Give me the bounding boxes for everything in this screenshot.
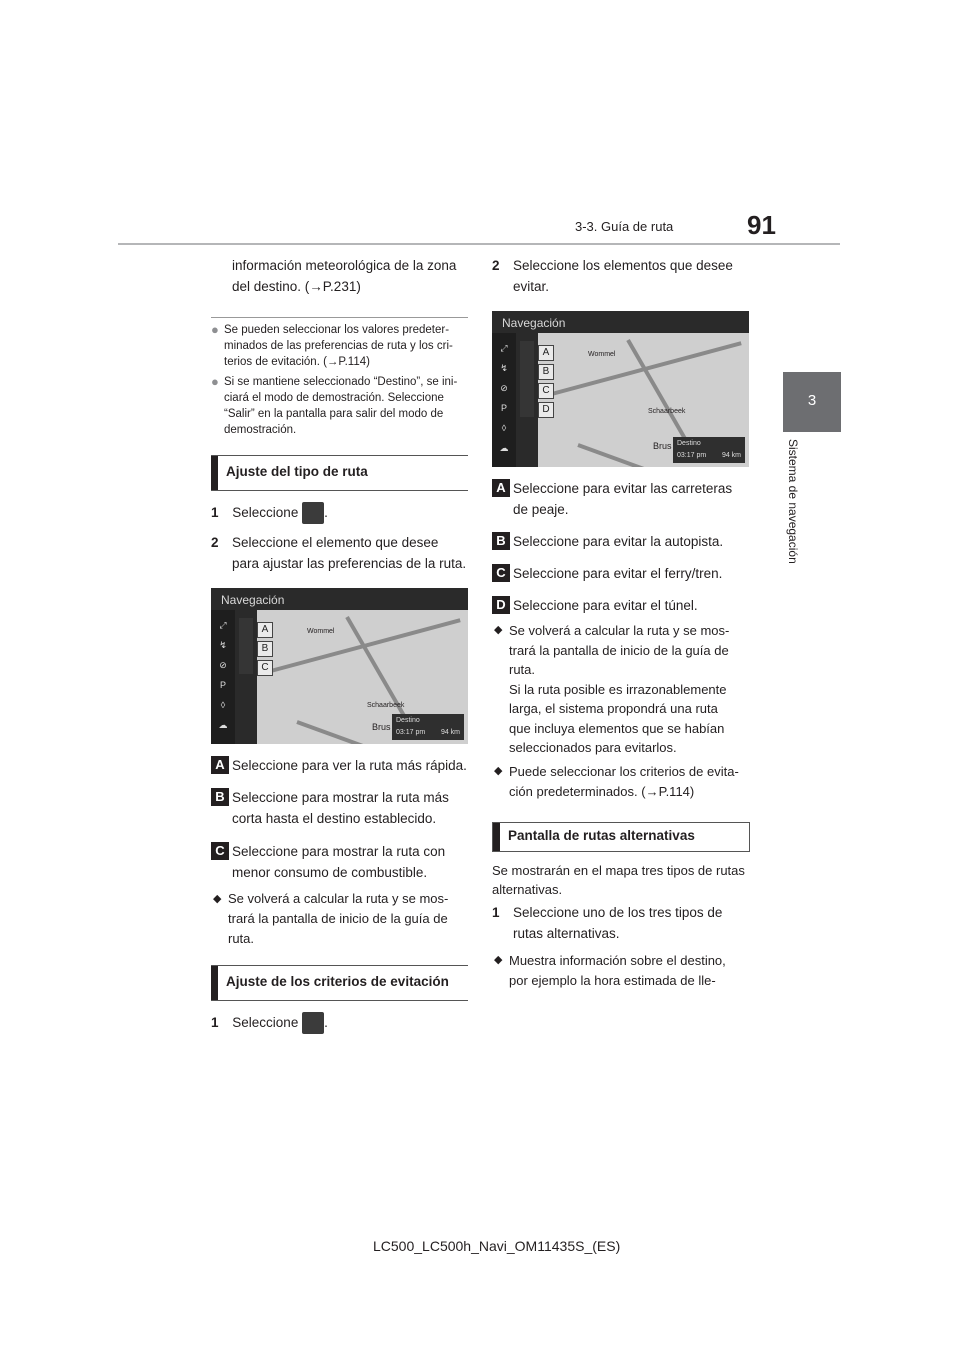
item-b-motorway: B Seleccione para evitar la autopista. bbox=[492, 531, 752, 552]
expand-icon: ⤢ bbox=[500, 343, 508, 353]
intro-text: información meteorológica de la zona del destino. (→P.231) bbox=[232, 258, 457, 294]
weather-icon: ☁ bbox=[499, 443, 509, 453]
map-view: Wommel Schaarbeek Brus bbox=[257, 610, 468, 744]
item-a-fastest: A Seleccione para ver la ruta más rápida. bbox=[211, 755, 471, 776]
destination-panel: Destino 03:17 pm 94 km bbox=[392, 714, 464, 740]
navigation-screen-avoidance bbox=[492, 311, 749, 467]
step-select-alt-route: 1 Seleccione uno de los tres tipos de rutas alternativas. bbox=[492, 905, 723, 941]
section-marker bbox=[211, 966, 218, 1000]
expand-icon: ⤢ bbox=[219, 620, 227, 630]
chapter-label: Sistema de navegación bbox=[786, 439, 800, 564]
route-options-column bbox=[239, 618, 253, 674]
step-select-element: 2 Seleccione el elemento que desee para ajustar las preferencias de la ruta. bbox=[211, 535, 467, 571]
item-c-ferry: C Seleccione para evitar el ferry/tren. bbox=[492, 563, 752, 584]
badge-b: B bbox=[492, 532, 510, 550]
section-avoidance bbox=[211, 965, 468, 1001]
section-title: Ajuste del tipo de ruta bbox=[226, 464, 368, 479]
item-a-toll: A Seleccione para evitar las carreteras de peaje. bbox=[492, 478, 752, 520]
bullet-dot-icon: ● bbox=[211, 322, 219, 337]
avoid-icon bbox=[302, 1012, 324, 1034]
callout-a: A bbox=[538, 345, 554, 361]
bullet-recalculate: ◆ Se volverá a calcular la ruta y se mos- trará la pantalla de inicio de la guía de ruta. bbox=[213, 891, 449, 946]
diamond-bullet-icon: ◆ bbox=[494, 954, 503, 966]
callout-c: C bbox=[538, 383, 554, 399]
bullet-default-criteria: ◆ Puede seleccionar los criterios de evita- ción predeterminados. (→P.114) bbox=[494, 764, 739, 799]
step-select-avoid-items: 2 Seleccione los elementos que desee evitar. bbox=[492, 258, 733, 294]
section-route-type bbox=[211, 455, 468, 491]
navigation-screen-route-type bbox=[211, 588, 468, 744]
item-b-shortest: B Seleccione para mostrar la ruta más corta hasta el destino establecido. bbox=[211, 787, 471, 829]
map-view: Wommel Schaarbeek Brus bbox=[538, 333, 749, 467]
callout-a: A bbox=[257, 622, 273, 638]
step-select-route-icon: 1 Seleccione . bbox=[211, 502, 328, 524]
route-icon: ↯ bbox=[500, 363, 508, 373]
diamond-bullet-icon: ◆ bbox=[494, 624, 503, 636]
section-header: 3-3. Guía de ruta bbox=[575, 219, 674, 234]
callout-b: B bbox=[538, 364, 554, 380]
parking-icon: P bbox=[500, 403, 507, 413]
badge-c: C bbox=[492, 564, 510, 582]
callout-b: B bbox=[257, 641, 273, 657]
bullet-destination-info: ◆ Muestra información sobre el destino, por ejemplo la hora estimada de lle- bbox=[494, 953, 726, 988]
fuel-icon: ◊ bbox=[220, 700, 226, 710]
header-divider bbox=[118, 243, 840, 245]
callout-d: D bbox=[538, 402, 554, 418]
callout-c: C bbox=[257, 660, 273, 676]
item-c-eco: C Seleccione para mostrar la ruta con menor consumo de combustible. bbox=[211, 841, 471, 883]
section-alt-routes bbox=[492, 822, 750, 852]
diamond-bullet-icon: ◆ bbox=[213, 893, 222, 905]
badge-c: C bbox=[211, 842, 229, 860]
item-d-tunnel: D Seleccione para evitar el túnel. bbox=[492, 595, 752, 616]
manual-code-footer: LC500_LC500h_Navi_OM11435S_(ES) bbox=[373, 1238, 621, 1254]
notes-divider bbox=[211, 317, 468, 318]
badge-b: B bbox=[211, 788, 229, 806]
avoid-options-column bbox=[520, 341, 534, 417]
screen-title: Navegación bbox=[221, 593, 285, 607]
avoid-icon: ⊘ bbox=[500, 383, 508, 393]
note-1: ● Se pueden seleccionar los valores predeter- minados de las preferencias de ruta y los cri- terios de evitación. (→P.114) bbox=[211, 322, 453, 368]
parking-icon: P bbox=[219, 680, 226, 690]
route-type-icon bbox=[302, 502, 324, 524]
weather-icon: ☁ bbox=[218, 720, 228, 730]
screen-title: Navegación bbox=[502, 316, 566, 330]
badge-a: A bbox=[211, 756, 229, 774]
fuel-icon: ◊ bbox=[501, 423, 507, 433]
section-title: Pantalla de rutas alternativas bbox=[508, 828, 695, 843]
bullet-dot-icon: ● bbox=[211, 374, 219, 389]
note-2: ● Si se mantiene seleccionado “Destino”, se ini- ciará el modo de demostración. Seleccione “Salir” en la pantalla para salir del modo de demostración. bbox=[211, 374, 458, 436]
page-number: 91 bbox=[747, 210, 776, 240]
avoid-icon: ⊘ bbox=[219, 660, 227, 670]
section-marker bbox=[493, 823, 500, 851]
diamond-bullet-icon: ◆ bbox=[494, 765, 503, 777]
alt-routes-paragraph: Se mostrarán en el mapa tres tipos de rutas alternativas. bbox=[492, 863, 745, 897]
section-title: Ajuste de los criterios de evitación bbox=[226, 974, 449, 989]
route-icon: ↯ bbox=[219, 640, 227, 650]
bullet-recalculate-avoid: ◆ Se volverá a calcular la ruta y se mos- trará la pantalla de inicio de la guía de ruta. Si la ruta posible es irrazonablemente larga, el sistema propondrá una ruta que incluya elementos que se habían seleccionados para evitarlos. bbox=[494, 623, 730, 755]
section-marker bbox=[211, 456, 218, 490]
badge-d: D bbox=[492, 596, 510, 614]
chapter-number: 3 bbox=[807, 392, 817, 409]
screen-sidebar bbox=[211, 610, 235, 744]
screen-sidebar bbox=[492, 333, 516, 467]
badge-a: A bbox=[492, 479, 510, 497]
step-select-avoid-icon: 1 Seleccione . bbox=[211, 1012, 328, 1034]
destination-panel: Destino 03:17 pm 94 km bbox=[673, 437, 745, 463]
